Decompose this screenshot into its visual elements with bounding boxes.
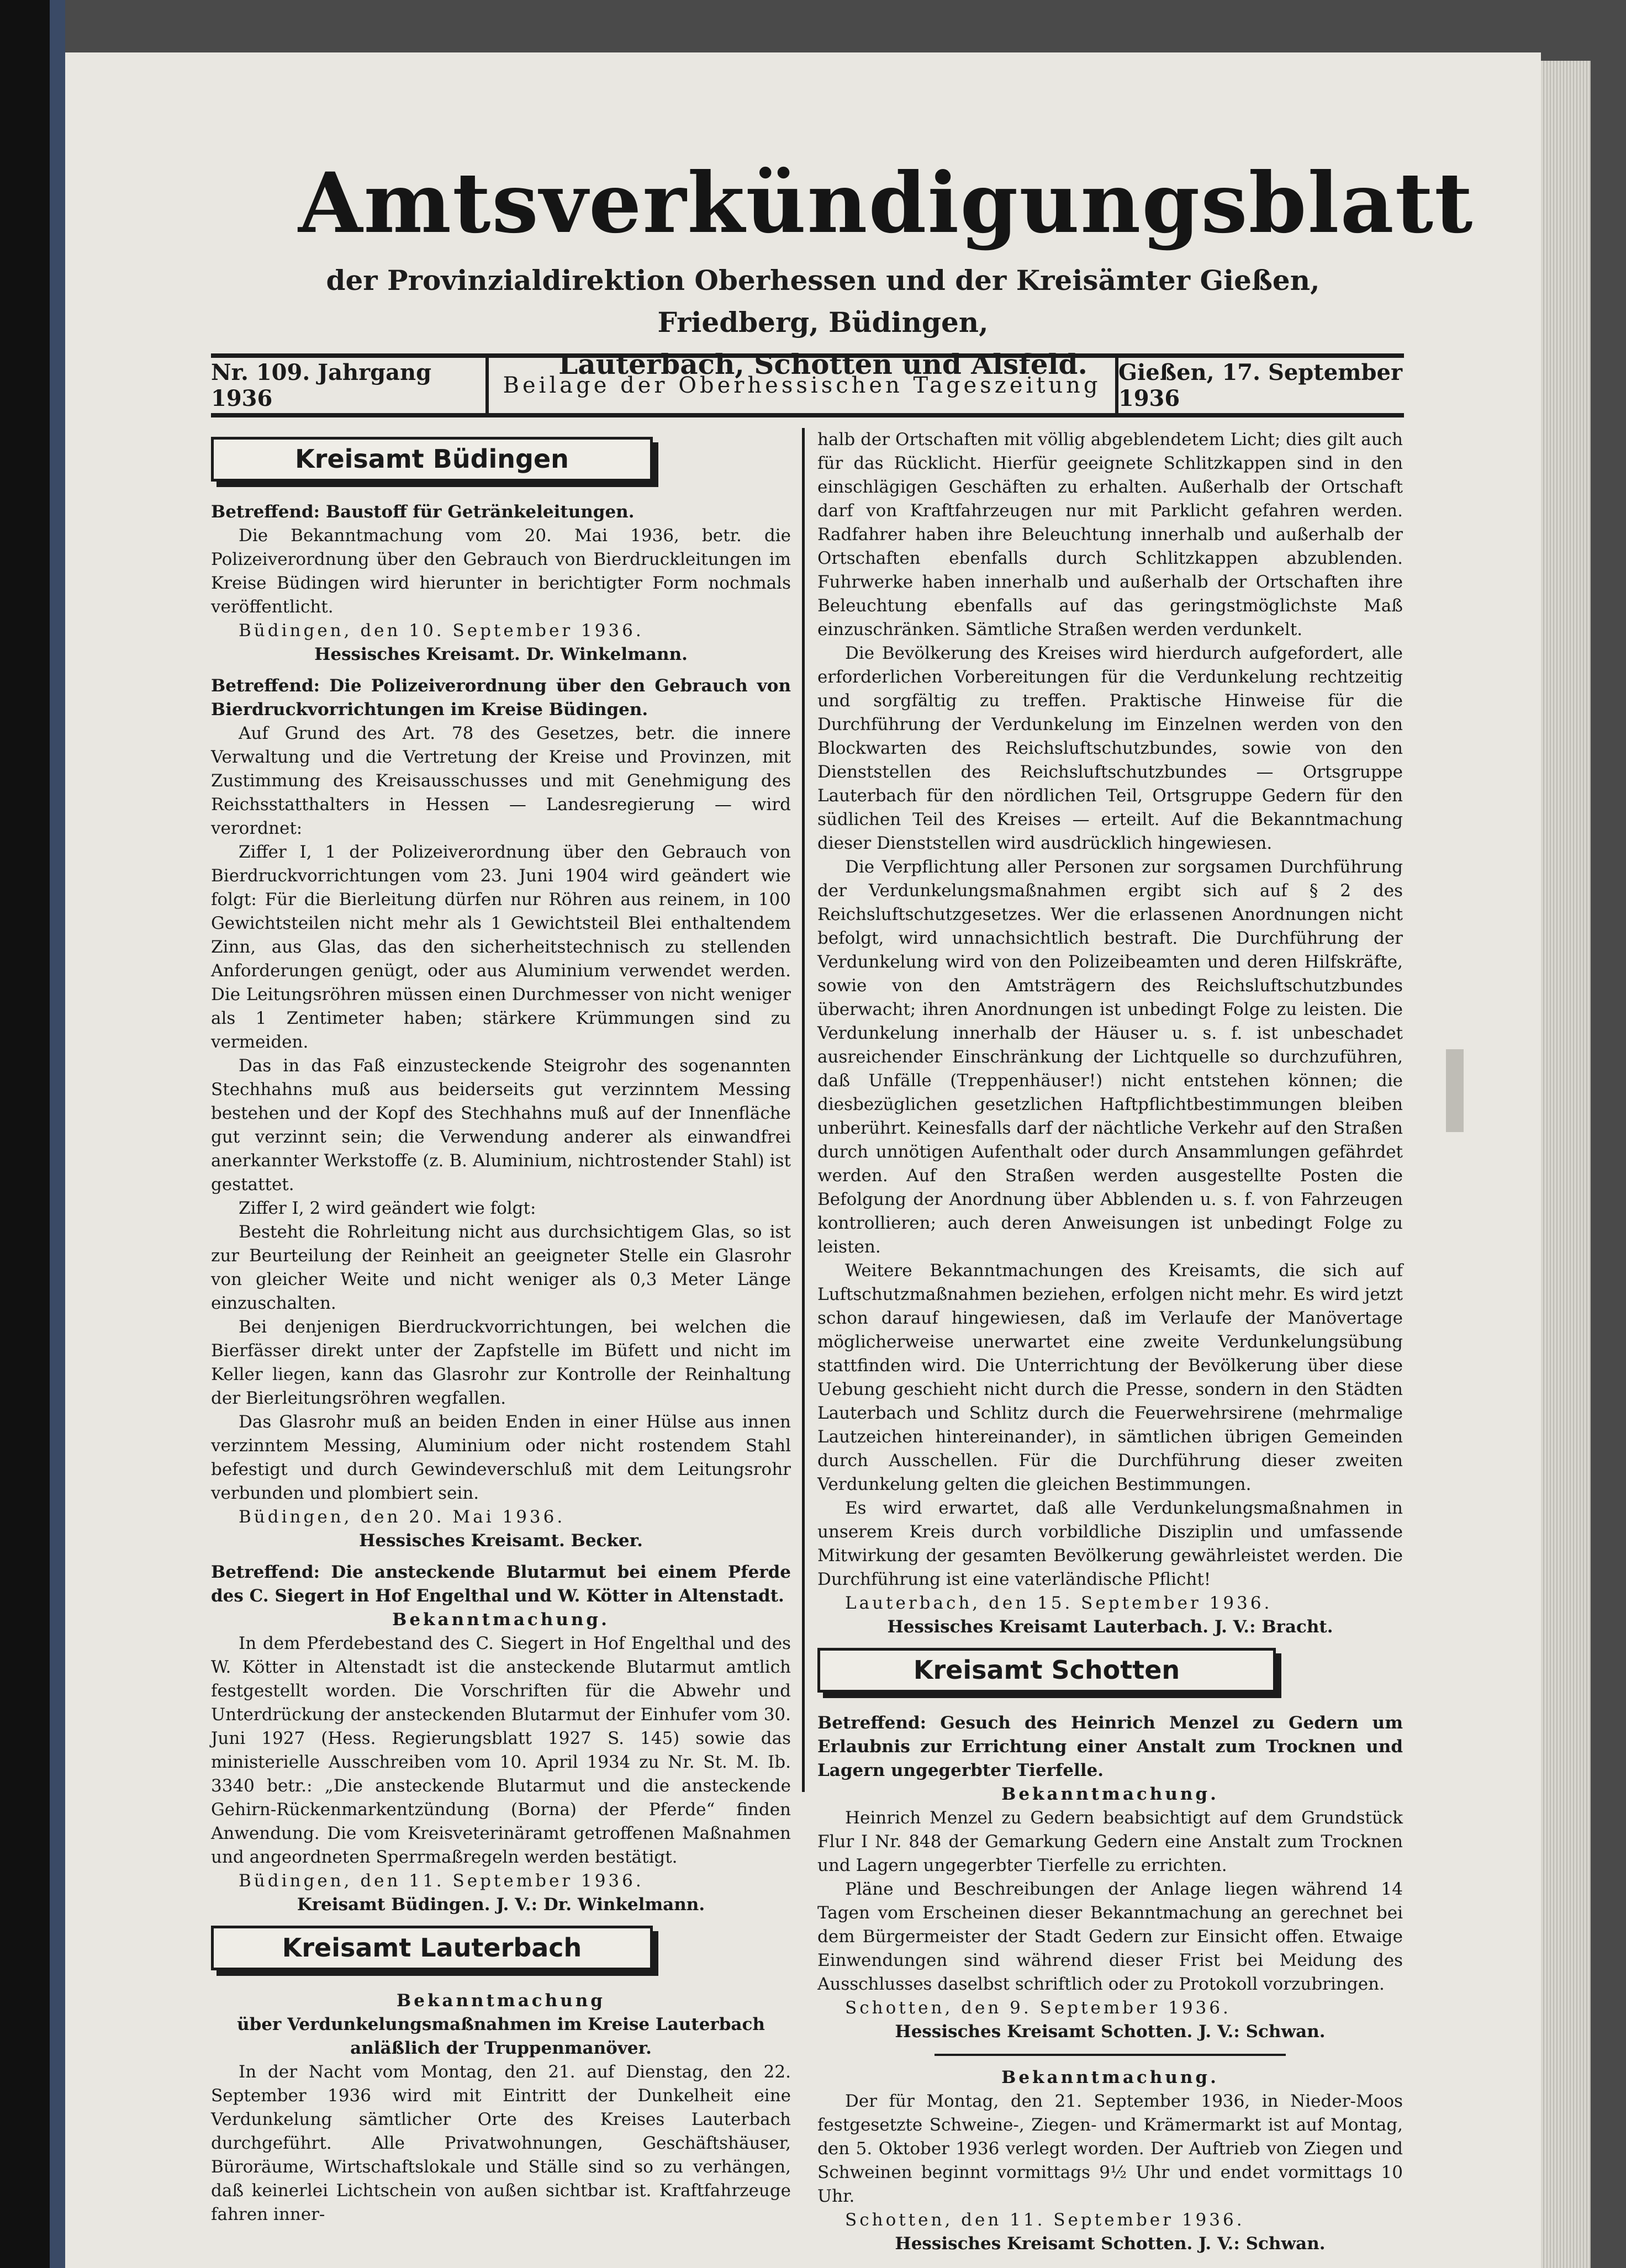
article-signature: Hessisches Kreisamt. Dr. Winkelmann. bbox=[314, 644, 688, 664]
article-heading: über Verdunkelungsmaßnahmen im Kreise Lauterbach bbox=[237, 2015, 765, 2034]
article-signature: Hessisches Kreisamt Lauterbach. J. V.: Bracht. bbox=[887, 1617, 1333, 1637]
subtitle-line-1: der Provinzialdirektion Oberhessen und der Kreisämter Gießen, Friedberg, Büdingen, bbox=[326, 264, 1320, 339]
book-binding bbox=[0, 0, 50, 2268]
article-subject: Betreffend: Gesuch des Heinrich Menzel zu Gedern um Erlaubnis zur Errichtung einer Anstalt zum Trocknen und Lagern ungegerbter Tierfelle. bbox=[817, 1713, 1403, 1780]
article-date: Schotten, den 9. September 1936. bbox=[845, 1998, 1231, 2018]
article-text: Pläne und Beschreibungen der Anlage liegen während 14 Tagen vom Erscheinen dieser Bekanntmachung an gerechnet bei dem Bürgermeister der Stadt Gedern zur Einsicht offen. Etwaige Einwendungen sind während dieser Frist bei Meidung des Ausschlusses daselbst schriftlich oder zu Protokoll vorzubringen. bbox=[817, 1879, 1403, 1994]
article-signature: Hessisches Kreisamt. Becker. bbox=[359, 1531, 643, 1551]
article-heading: Bekanntmachung. bbox=[1001, 2068, 1219, 2087]
article-text: Die Verpflichtung aller Personen zur sorgsamen Durchführung der Verdunkelungsmaßnahmen ergibt sich auf § 2 des Reichsluftschutzgesetzes. Wer die erlassenen Anordnungen nicht befolgt, wird unnachsichtlich bestraft. Die Durchführung der Verdunkelung wird von den Polizeibeamten und deren Hilfskräfte, sowie von den Amtsträgern des Reichsluftschutzbundes überwacht; ihren Anordnungen ist unbedingt Folge zu leisten. Die Verdunkelung innerhalb der Häuser u. s. f. ist unbeschadet ausreichender Einschränkung der Lichtquelle so durchzuführen, daß Unfälle (Treppenhäuser!) nicht entstehen können; die diesbezüglichen gesetzlichen Haftpflichtbestimmungen bleiben unberührt. Keinesfalls darf der nächtliche Verkehr auf den Straßen durch unnötigen Aufenthalt oder durch Ansammlungen gefährdet werden. Auf den Straßen werden ausgestellte Posten die Befolgung der Anordnung über Abblenden u. s. f. von Fahrzeugen kontrollieren; auch deren Anweisungen ist unbedingt Folge zu leisten. bbox=[817, 857, 1403, 1257]
article-date: Büdingen, den 11. September 1936. bbox=[239, 1871, 644, 1891]
article-text: Der für Montag, den 21. September 1936, in Nieder-Moos festgesetzte Schweine-, Ziegen- und Krämermarkt ist auf Montag, den 5. Oktober 1936 verlegt worden. Der Auftrieb von Ziegen und Schweinen beginnt vormittags 9½ Uhr und endet vormittags 10 Uhr. bbox=[817, 2091, 1403, 2206]
article-text: Die Bekanntmachung vom 20. Mai 1936, betr. die Polizeiverordnung über den Gebrauch von Bierdruckleitungen im Kreise Büdingen wird hierunter in berichtigter Form nochmals veröffentlicht. bbox=[211, 526, 791, 617]
article-text: Das in das Faß einzusteckende Steigrohr des sogenannten Stechhahns muß aus beiderseits gut verzinntem Messing bestehen und der Kopf des Stechhahns muß auf der Innenfläche gut verzinnt sein; die Verwendung anderer als einwandfrei anerkannter Werkstoffe (z. B. Aluminium, nichtrostender Stahl) ist gestattet. bbox=[211, 1056, 791, 1194]
place-date: Gießen, 17. September 1936 bbox=[1118, 360, 1403, 411]
article-signature: Hessisches Kreisamt Schotten. J. V.: Schwan. bbox=[895, 2022, 1326, 2042]
article-signature: Hessisches Kreisamt Schotten. J. V.: Schwan. bbox=[895, 2234, 1326, 2254]
article-subject: Betreffend: Die ansteckende Blutarmut bei einem Pferde des C. Siegert in Hof Engelthal und W. Kötter in Altenstadt. bbox=[211, 1562, 791, 1606]
article-text: Es wird erwartet, daß alle Verdunkelungsmaßnahmen in unserem Kreis durch vorbildliche Disziplin und umfassende Mitwirkung der gesamten Bevölkerung gewährleistet werden. Die Durchführung ist eine vaterländische Pflicht! bbox=[817, 1498, 1403, 1589]
supplement-label: Beilage der Oberhessischen Tageszeitung bbox=[489, 358, 1118, 413]
article-text: halb der Ortschaften mit völlig abgeblendetem Licht; dies gilt auch für das Rücklicht. Hierfür geeignete Schlitzkappen sind in den einschlägigen Geschäften zu erhalten. Außerhalb der Ortschaft darf von Kraftfahrzeugen nur mit Parklicht gefahren werden. Radfahrer haben ihre Beleuchtung innerhalb und außerhalb der Ortschaften ebenfalls durch Schlitzkappen abzublenden. Fuhrwerke haben innerhalb und außerhalb der Ortschaften ihre Beleuchtung ebenfalls auf das geringstmöglichste Maß einzuschränken. Sämtliche Straßen werden verdunkelt. bbox=[817, 430, 1403, 639]
article-text: Auf Grund des Art. 78 des Gesetzes, betr. die innere Verwaltung und die Vertretung der Kreise und Provinzen, mit Zustimmung des Kreisausschusses und mit Genehmigung des Reichsstatthalters in Hessen — Landesregierung — wird verordnet: bbox=[211, 723, 791, 838]
article-subject: Betreffend: Die Polizeiverordnung über den Gebrauch von Bierdruckvorrichtungen im Kreise Büdingen. bbox=[211, 676, 791, 720]
article-date: Büdingen, den 20. Mai 1936. bbox=[239, 1507, 566, 1527]
left-column bbox=[211, 428, 791, 2227]
article-subject: Betreffend: Baustoff für Getränkeleitungen. bbox=[211, 502, 635, 522]
article-text: Bei denjenigen Bierdruckvorrichtungen, bei welchen die Bierfässer direkt unter der Zapfstelle im Büfett und nicht im Keller liegen, kann das Glasrohr zur Kontrolle der Reinhaltung der Bierleitungsröhren wegfallen. bbox=[211, 1317, 791, 1408]
article-text: Das Glasrohr muß an beiden Enden in einer Hülse aus innen verzinntem Messing, Aluminium oder nicht rostendem Stahl befestigt und durch Gewindeverschluß mit dem Leitungsrohr verbunden und plombiert sein. bbox=[211, 1412, 791, 1503]
article-text: In dem Pferdebestand des C. Siegert in Hof Engelthal und des W. Kötter in Altenstadt ist die ansteckende Blutarmut amtlich festgestellt worden. Die Vorschriften für die Abwehr und Unterdrückung der ansteckenden Blutarmut der Einhufer vom 30. Juni 1927 (Hess. Regierungsblatt 1927 S. 145) sowie das ministerielle Ausschreiben vom 10. April 1934 zu Nr. St. M. Ib. 3340 betr.: „Die ansteckende Blutarmut und die ansteckende Gehirn-Rückenmarkentzündung (Borna) der Pferde“ finden Anwendung. Die vom Kreisveterinäramt getroffenen Maßnahmen und angeordneten Sperrmaßregeln werden bestätigt. bbox=[211, 1633, 791, 1867]
subtitle-line-2: Lauterbach, Schotten und Alsfeld. bbox=[558, 348, 1087, 380]
divider bbox=[935, 2054, 1286, 2056]
article-date: Schotten, den 11. September 1936. bbox=[845, 2210, 1245, 2230]
binding-cloth bbox=[50, 0, 65, 2268]
section-heading-schotten: Kreisamt Schotten bbox=[817, 1648, 1276, 1693]
article-date: Büdingen, den 10. September 1936. bbox=[239, 621, 644, 641]
page-edges bbox=[1541, 61, 1591, 2268]
article-heading: Bekanntmachung. bbox=[1001, 1784, 1219, 1804]
section-heading-lauterbach: Kreisamt Lauterbach bbox=[211, 1926, 653, 1970]
right-column bbox=[817, 428, 1403, 2256]
article-text: Weitere Bekanntmachungen des Kreisamts, die sich auf Luftschutzmaßnahmen beziehen, erfolgen nicht mehr. Es wird jetzt schon darauf hingewiesen, daß im Verlaufe der Manövertage möglicherweise unerwartet eine zweite Verdunkelungsübung stattfinden wird. Die Unterrichtung der Bevölkerung über diese Uebung geschieht nicht durch die Presse, sondern in den Städten Lauterbach und Schlitz durch die Feuerwehrsirene (mehrmalige Lautzeichen hintereinander), in sämtlichen übrigen Gemeinden durch Ausschellen. Für die Durchführung dieser zweiten Verdunkelung gelten die gleichen Bestimmungen. bbox=[817, 1261, 1403, 1494]
masthead-title: Amtsverkündigungsblatt bbox=[298, 155, 1474, 252]
column-rule bbox=[802, 428, 805, 1792]
article-text: Besteht die Rohrleitung nicht aus durchsichtigem Glas, so ist zur Beurteilung der Reinheit an geeigneter Stelle ein Glasrohr von gleicher Weite und nicht weniger als 0,3 Meter Länge einzuschalten. bbox=[211, 1222, 791, 1313]
article-signature: Kreisamt Büdingen. J. V.: Dr. Winkelmann. bbox=[297, 1895, 705, 1915]
page-tab bbox=[1446, 1049, 1464, 1132]
article-heading: Bekanntmachung. bbox=[392, 1610, 610, 1630]
article-text: Die Bevölkerung des Kreises wird hierdurch aufgefordert, alle erforderlichen Vorbereitungen für die Verdunkelung rechtzeitig und sorgfältig zu treffen. Praktische Hinweise für die Durchführung der Verdunkelung im Einzelnen werden von den Blockwarten des Reichsluftschutzbundes, sowie von den Dienststellen des Reichsluftschutzbundes — Ortsgruppe Lauterbach für den nördlichen Teil, Ortsgruppe Gedern für den südlichen Teil des Kreises — erteilt. Auf die Bekanntmachung dieser Dienststellen wird ausdrücklich hingewiesen. bbox=[817, 643, 1403, 853]
article-text: Ziffer I, 2 wird geändert wie folgt: bbox=[239, 1198, 536, 1218]
article-date: Lauterbach, den 15. September 1936. bbox=[845, 1593, 1273, 1613]
section-heading-buedingen: Kreisamt Büdingen bbox=[211, 437, 653, 482]
article-heading: Bekanntmachung bbox=[397, 1991, 605, 2011]
article-text: Ziffer I, 1 der Polizeiverordnung über den Gebrauch von Bierdruckvorrichtungen vom 23. Juni 1904 wird geändert wie folgt: Für die Bierleitung dürfen nur Röhren aus reinem, in 100 Gewichtsteilen nicht mehr als 1 Gewichtsteil Blei enthaltendem Zinn, aus Glas, das den sicherheitstechnisch zu stellenden Anforderungen genügt, oder aus Aluminium verwendet werden. Die Leitungsröhren müssen einen Durchmesser von nicht weniger als 1 Zentimeter haben; stärkere Krümmungen sind zu vermeiden. bbox=[211, 842, 791, 1052]
article-heading: anläßlich der Truppenmanöver. bbox=[350, 2038, 652, 2058]
info-bar bbox=[211, 353, 1404, 417]
article-text: Heinrich Menzel zu Gedern beabsichtigt auf dem Grundstück Flur I Nr. 848 der Gemarkung Gedern eine Anstalt zum Trocknen und Lagern ungegerbter Tierfelle zu errichten. bbox=[817, 1808, 1403, 1875]
article-text: In der Nacht vom Montag, den 21. auf Dienstag, den 22. September 1936 wird mit Eintritt der Dunkelheit eine Verdunkelung sämtlicher Orte des Kreises Lauterbach durchgeführt. Alle Privatwohnungen, Geschäftshäuser, Büroräume, Wirtschaftslokale und Ställe sind so zu verhängen, daß keinerlei Lichtschein von außen sichtbar ist. Kraftfahrzeuge fahren inner- bbox=[211, 2062, 791, 2224]
issue-number: Nr. 109. Jahrgang 1936 bbox=[211, 358, 489, 413]
